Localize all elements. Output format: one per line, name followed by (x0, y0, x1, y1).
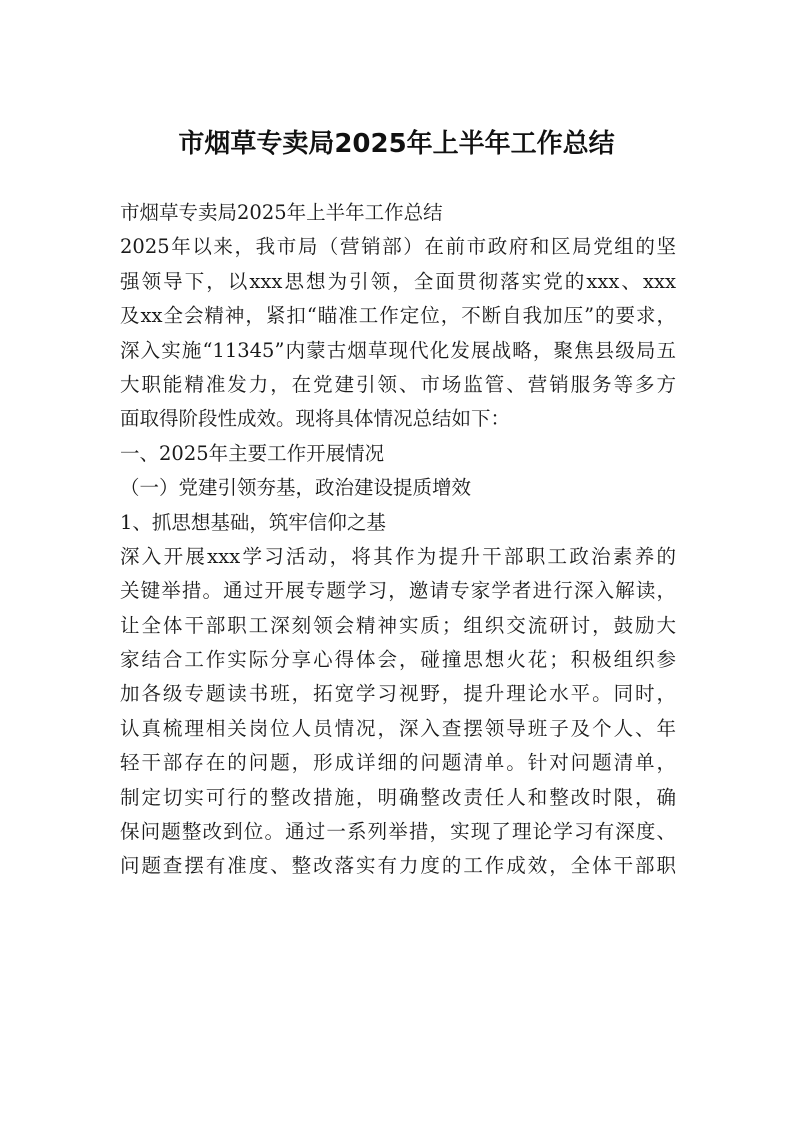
document-title: 市烟草专卖局2025年上半年工作总结 (178, 129, 615, 159)
body-line: 大职能精准发力，在党建引领、市场监管、营销服务等多方 (120, 372, 676, 396)
body-line: 家结合工作实际分享心得体会，碰撞思想火花；积极组织参 (120, 648, 676, 672)
body-line-subtitle: 市烟草专卖局2025年上半年工作总结 (120, 201, 443, 224)
body-line: 问题查摆有准度、整改落实有力度的工作成效，全体干部职 (120, 854, 676, 878)
item-heading: 1、抓思想基础，筑牢信仰之基 (120, 510, 386, 534)
subsection-heading: （一）党建引领夯基，政治建设提质增效 (120, 476, 472, 500)
body-line: 2025年以来，我市局（营销部）在前市政府和区局党组的坚 (120, 235, 676, 259)
body-line: 认真梳理相关岗位人员情况，深入查摆领导班子及个人、年 (120, 716, 676, 740)
body-line: 深入开展xxx学习活动，将其作为提升干部职工政治素养的 (120, 544, 676, 568)
body-line: 深入实施“11345”内蒙古烟草现代化发展战略，聚焦县级局五 (120, 338, 676, 362)
body-line: 关键举措。通过开展专题学习，邀请专家学者进行深入解读， (120, 579, 676, 603)
body-line: 轻干部存在的问题，形成详细的问题清单。针对问题清单， (120, 751, 676, 775)
document-body (120, 196, 676, 884)
body-line: 强领导下，以xxx思想为引领，全面贯彻落实党的xxx、xxx (120, 269, 676, 293)
section-heading: 一、2025年主要工作开展情况 (120, 441, 385, 465)
body-line: 保问题整改到位。通过一系列举措，实现了理论学习有深度、 (120, 820, 676, 844)
body-line: 面取得阶段性成效。现将具体情况总结如下： (120, 407, 511, 431)
body-line: 制定切实可行的整改措施，明确整改责任人和整改时限，确 (120, 785, 676, 809)
body-line: 加各级专题读书班，拓宽学习视野，提升理论水平。同时， (120, 682, 676, 706)
body-line: 及xx全会精神，紧扣“瞄准工作定位，不断自我加压”的要求， (120, 304, 676, 328)
body-line: 让全体干部职工深刻领会精神实质；组织交流研讨，鼓励大 (120, 613, 676, 637)
